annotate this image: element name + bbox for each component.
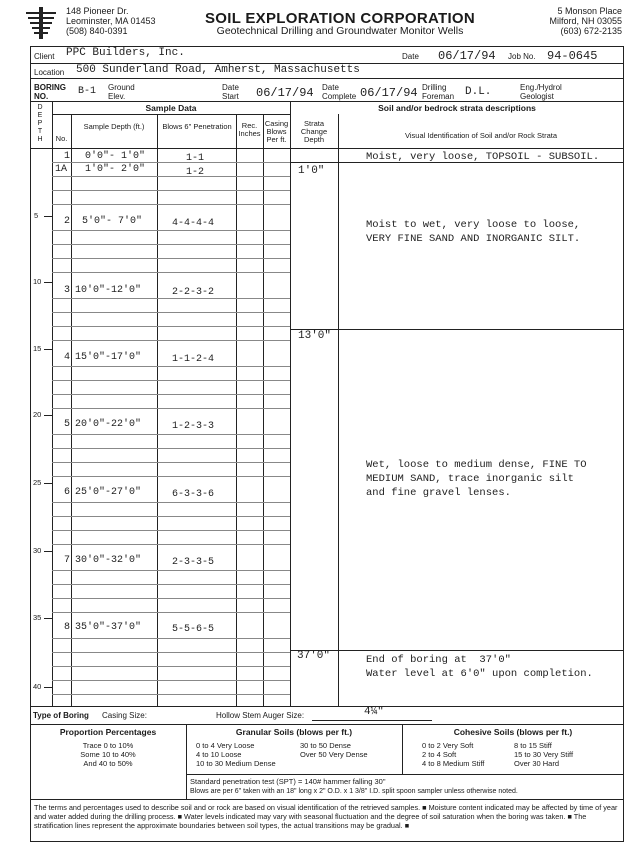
desc-section-header: Soil and/or bedrock strata descriptions [378,103,536,113]
depth-tick: 20 [33,410,42,419]
grid-line [52,638,290,639]
depth-tick: 25 [33,478,42,487]
sample-blows: 1-2 [186,167,205,178]
depth-tick-mark [44,551,52,552]
grid-line [52,652,290,653]
date-value: 06/17/94 [438,49,496,63]
cohesive-item: Over 30 Hard [514,759,560,768]
cohesive-list-right [514,741,614,768]
proportion-item: Some 10 to 40% [80,750,136,759]
sample-blows: 1-1 [186,153,205,164]
grid-line [52,204,290,205]
grid-line [52,476,290,477]
sample-no: 3 [64,285,71,296]
strata-description: Moist to wet, very loose to loose, VERY FINE SAND AND INORGANIC SILT. [366,219,581,245]
sample-depth: 15'0"-17'0" [75,352,142,363]
cohesive-item: 2 to 4 Soft [422,750,457,759]
company-tagline: Geotechnical Drilling and Groundwater Monitor Wells [216,25,464,37]
auger-size-label: Hollow Stem Auger Size: [216,711,305,720]
depth-tick: 35 [33,613,42,622]
grid-line [52,298,290,299]
spt-line-1: Standard penetration test (SPT) = 140# hammer falling 30" [190,777,386,786]
grid-line [52,244,290,245]
grid-line [52,366,290,367]
sample-blows: 5-5-6-5 [172,624,215,635]
depth-tick-mark [44,618,52,619]
address-line: Milford, NH 03055 [549,16,622,26]
address-line: 5 Monson Place [557,6,622,16]
depth-tick-mark [44,687,52,688]
granular-item: Over 50 Very Dense [300,750,368,759]
granular-item: 30 to 50 Dense [300,741,351,750]
sample-no: 6 [64,487,71,498]
proportion-title: Proportion Percentages [59,727,157,737]
sample-depth: 20'0"-22'0" [75,419,142,430]
col-no-header: No. [55,134,68,143]
strata-description: End of boring at 37'0" Water level at 6'0" upon completion. [366,654,593,680]
location-value: 500 Sunderland Road, Amherst, Massachusetts [76,64,360,76]
depth-tick-mark [44,349,52,350]
grid-line [52,680,290,681]
depth-tick: 5 [34,211,39,220]
grid-line [52,570,290,571]
type-of-boring-label: Type of Boring [33,711,89,720]
company-logo [24,6,58,40]
grid-line [52,462,290,463]
grid-line [52,584,290,585]
granular-list-left [196,741,296,768]
granular-item: 0 to 4 Very Loose [196,741,255,750]
sample-no: 1A [55,164,68,175]
sample-blows: 2-2-3-2 [172,287,215,298]
grid-line [52,272,290,273]
company-address-left [66,6,186,36]
sample-blows: 6-3-3-6 [172,489,215,500]
sample-depth: 35'0"-37'0" [75,622,142,633]
grid-line [52,326,290,327]
date-start-label: Date Start [222,83,239,101]
grid-line [52,340,290,341]
client-label: Client [34,52,55,61]
grid-line [52,666,290,667]
granular-item: 10 to 30 Medium Dense [196,759,276,768]
depth-tick-mark [44,483,52,484]
grid-line [52,694,290,695]
grid-line [52,530,290,531]
strata-description: Moist, very loose, TOPSOIL - SUBSOIL. [366,151,600,163]
depth-tick-mark [44,282,52,283]
depth-tick: 15 [33,344,42,353]
grid-line [52,598,290,599]
sample-blows: 4-4-4-4 [172,218,215,229]
sample-no: 1 [64,151,71,162]
sample-depth: 1'0"- 2'0" [85,164,146,175]
granular-title: Granular Soils (blows per ft.) [235,727,353,737]
depth-tick: 30 [33,546,42,555]
sample-depth: 10'0"-12'0" [75,285,142,296]
sample-depth: 25'0"-27'0" [75,487,142,498]
sample-no: 4 [64,352,71,363]
cohesive-item: 0 to 2 Very Soft [422,741,474,750]
company-name: SOIL EXPLORATION CORPORATION [204,10,476,27]
grid-line [52,258,290,259]
cohesive-item: 4 to 8 Medium Stiff [422,759,485,768]
date-complete-value: 06/17/94 [360,86,418,100]
casing-size-label: Casing Size: [102,711,147,720]
sample-no: 2 [64,216,71,227]
col-visual-header: Visual Identification of Soil and/or Rock Strata [404,131,558,140]
boring-value: B-1 [78,86,97,97]
job-value: 94-0645 [547,49,598,63]
sample-depth: 0'0"- 1'0" [85,151,146,162]
sample-blows: 1-2-3-3 [172,421,215,432]
col-strata-header: Strata Change Depth [300,119,328,144]
job-label: Job No. [508,52,536,61]
disclaimer-notes: The terms and percentages used to describe soil and or rock are based on visual identification of the retrieved samples. ■ Moisture content indicated may be affected by time of year and water added during the drilling process. ■ Water levels indicated may vary with seasonal fluctuation and the degree of soil saturation when the boring was taken. ■ The stratification lines represent the approximate boundaries between soil types, the actual transitions may be gradual. ■ [34,803,618,830]
address-line: (603) 672-2135 [560,26,622,36]
strata-change-depth: 1'0" [298,165,325,177]
cohesive-item: 15 to 30 Very Stiff [514,750,574,759]
col-blows-header: Blows 6" Penetration [162,122,232,131]
col-sample-depth-header: Sample Depth (ft.) [83,122,145,131]
depth-tick: 40 [33,682,42,691]
grid-line [52,190,290,191]
cohesive-item: 8 to 15 Stiff [514,741,552,750]
geologist-label: Eng./Hydrol Geologist [520,83,562,101]
grid-line [52,434,290,435]
grid-line [52,394,290,395]
location-label: Location [34,68,65,77]
date-label: Date [402,52,419,61]
grid-line [52,162,290,163]
grid-line [52,502,290,503]
depth-tick-mark [44,415,52,416]
col-rec-header: Rec. Inches [238,121,261,138]
sample-depth: 30'0"-32'0" [75,555,142,566]
sample-depth: 5'0"- 7'0" [82,216,143,227]
auger-size-value: 4¼" [364,706,384,718]
sample-blows: 2-3-3-5 [172,557,215,568]
date-start-value: 06/17/94 [256,86,314,100]
cohesive-title: Cohesive Soils (blows per ft.) [453,727,573,737]
ground-elev-label: Ground Elev. [108,83,135,101]
address-line: Leominster, MA 01453 [66,16,156,26]
address-line: 148 Pioneer Dr. [66,6,129,16]
strata-change-depth: 13'0" [298,330,332,342]
sample-no: 8 [64,622,71,633]
client-value: PPC Builders, Inc. [66,47,185,59]
address-line: (508) 840-0391 [66,26,128,36]
grid-line [52,312,290,313]
cohesive-list-left [422,741,512,768]
granular-item: 4 to 10 Loose [196,750,242,759]
grid-line [52,176,290,177]
col-casing-header: Casing Blows Per ft. [264,119,289,144]
grid-line [52,408,290,409]
depth-tick-mark [44,216,52,217]
proportion-list [30,741,186,768]
foreman-value: D.L. [465,86,492,98]
grid-line [52,612,290,613]
grid-line [52,230,290,231]
sample-no: 5 [64,419,71,430]
company-address-right [520,6,622,36]
depth-tick: 10 [33,277,42,286]
proportion-item: Trace 0 to 10% [82,741,134,750]
spt-line-2: Blows are per 6" taken with an 18" long x 2" O.D. x 1 3/8" I.D. split spoon sampler unless otherwise noted. [190,788,518,795]
grid-line [52,544,290,545]
foreman-label: Drilling Foreman [422,83,455,101]
depth-header: DEPTH [37,104,43,143]
grid-line [52,448,290,449]
granular-list-right [300,741,400,759]
sample-blows: 1-1-2-4 [172,354,215,365]
date-complete-label: Date Complete [322,83,357,101]
grid-line [52,516,290,517]
sample-data-header: Sample Data [145,103,197,113]
grid-line [52,380,290,381]
proportion-item: And 40 to 50% [83,759,133,768]
strata-change-depth: 37'0" [297,650,331,662]
sample-no: 7 [64,555,71,566]
boring-label: BORING NO. [34,83,66,101]
strata-description: Wet, loose to medium dense, FINE TO MEDIUM SAND, trace inorganic silt and fine gravel lenses. [366,459,587,499]
